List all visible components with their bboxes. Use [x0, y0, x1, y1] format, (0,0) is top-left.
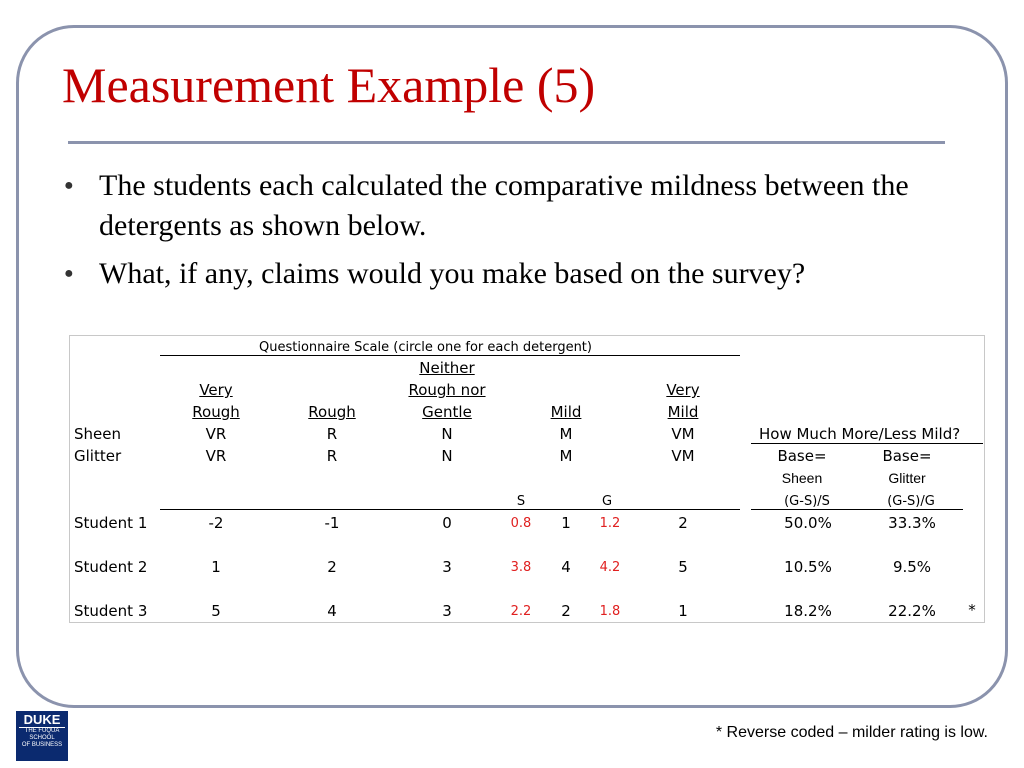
calc-header: How Much More/Less Mild? — [759, 425, 961, 443]
header-very-mild-2: Mild — [667, 403, 699, 421]
base-glitter-label-2: Glitter — [888, 470, 926, 486]
header-very-rough-2: Rough — [192, 403, 240, 421]
student-score: 1 — [678, 602, 688, 620]
glitter-score: 4.2 — [599, 560, 621, 575]
product-code: M — [559, 447, 573, 465]
product-code: N — [441, 447, 453, 465]
logo-text: THE FUQUA — [24, 728, 60, 734]
base-sheen-label-1: Base= — [777, 447, 827, 465]
logo-text: SCHOOL — [29, 735, 55, 741]
student-score: 2 — [561, 602, 571, 620]
title-divider — [68, 141, 945, 144]
student-score: -1 — [324, 514, 340, 532]
sheen-score: 2.2 — [510, 604, 532, 619]
product-code: M — [559, 425, 573, 443]
glitter-score: 1.2 — [599, 516, 621, 531]
product-name: Sheen — [74, 425, 121, 443]
student-score: 1 — [211, 558, 221, 576]
formula-sheen: (G-S)/S — [784, 494, 830, 509]
header-neither-1: Neither — [419, 359, 475, 377]
base-glitter-value: 9.5% — [892, 558, 932, 576]
student-score: 4 — [327, 602, 337, 620]
sheen-score: 0.8 — [510, 516, 532, 531]
bullet-item: ● What, if any, claims would you make based on the survey? — [64, 254, 959, 294]
student-score: 3 — [442, 558, 452, 576]
slide-title: Measurement Example (5) — [62, 57, 596, 113]
g-label: G — [601, 494, 613, 509]
s-label: S — [516, 494, 526, 509]
student-score: 2 — [327, 558, 337, 576]
product-code: R — [326, 425, 338, 443]
header-neither-3: Gentle — [422, 403, 472, 421]
bullet-list — [64, 166, 959, 302]
product-code: VM — [671, 447, 695, 465]
logo-text: OF BUSINESS — [21, 742, 63, 748]
scale-title-underline — [160, 355, 740, 356]
product-code: N — [441, 425, 453, 443]
student-score: 2 — [678, 514, 688, 532]
reverse-coded-mark: * — [968, 601, 976, 619]
student-score: 5 — [678, 558, 688, 576]
header-very-rough-1: Very — [199, 381, 233, 399]
header-very-mild-1: Very — [666, 381, 700, 399]
sheen-score: 3.8 — [510, 560, 532, 575]
header-mild: Mild — [550, 403, 582, 421]
student-score: 3 — [442, 602, 452, 620]
student-label: Student 1 — [74, 514, 148, 532]
product-code: VR — [205, 425, 227, 443]
student-score: 1 — [561, 514, 571, 532]
scale-header-rule — [160, 509, 740, 510]
duke-fuqua-logo — [16, 711, 68, 761]
base-glitter-value: 22.2% — [888, 602, 936, 620]
student-label: Student 2 — [74, 558, 148, 576]
footnote: * Reverse coded – milder rating is low. — [715, 724, 988, 741]
product-code: VR — [205, 447, 227, 465]
glitter-score: 1.8 — [599, 604, 621, 619]
base-sheen-label-2: Sheen — [781, 470, 823, 486]
calc-header-underline — [751, 443, 983, 444]
base-sheen-value: 50.0% — [784, 514, 832, 532]
base-sheen-value: 18.2% — [784, 602, 832, 620]
product-name: Glitter — [74, 447, 122, 465]
header-rough: Rough — [308, 403, 356, 421]
scale-title: Questionnaire Scale (circle one for each detergent) — [259, 340, 592, 355]
student-score: 4 — [561, 558, 571, 576]
formula-glitter: (G-S)/G — [887, 494, 935, 509]
bullet-item: ● The students each calculated the comparative mildness between the detergents as shown below. — [64, 166, 959, 246]
base-glitter-label-1: Base= — [882, 447, 932, 465]
base-glitter-value: 33.3% — [888, 514, 936, 532]
student-score: 5 — [211, 602, 221, 620]
base-sheen-value: 10.5% — [784, 558, 832, 576]
logo-text: DUKE — [19, 713, 65, 728]
survey-table — [69, 335, 985, 623]
student-score: 0 — [442, 514, 452, 532]
header-neither-2: Rough nor — [408, 381, 486, 399]
product-code: R — [326, 447, 338, 465]
student-score: -2 — [208, 514, 224, 532]
calc-header-rule — [751, 509, 963, 510]
student-label: Student 3 — [74, 602, 148, 620]
product-code: VM — [671, 425, 695, 443]
